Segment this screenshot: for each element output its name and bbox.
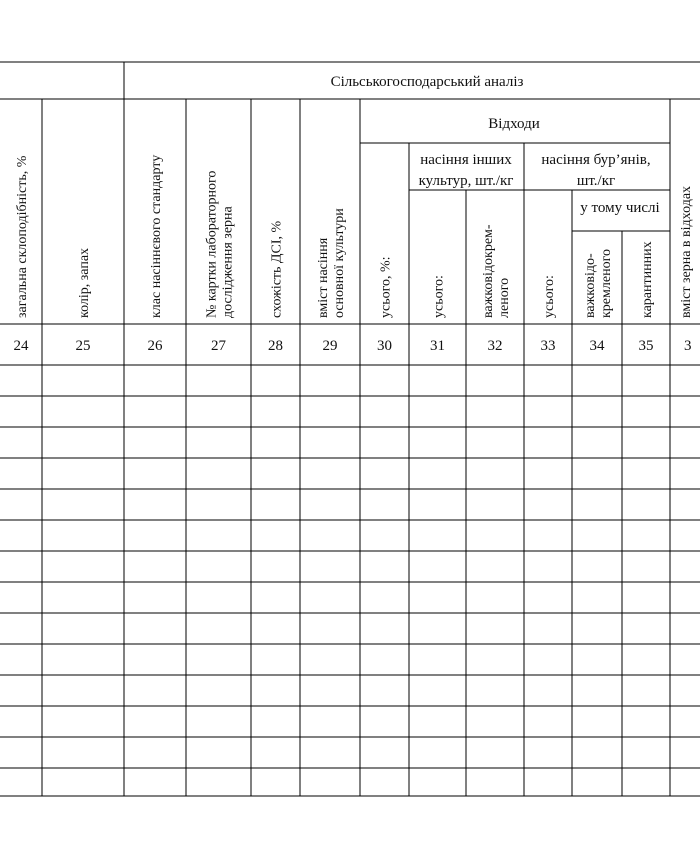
column-34-label-line1: важковідо- (583, 253, 598, 318)
column-25-label: колір, запах (77, 247, 92, 318)
column-number-26: 26 (147, 338, 163, 354)
column-28-label: схожість ДСІ, % (269, 220, 285, 318)
column-35-label: карантинних (640, 241, 655, 318)
column-number-29: 29 (322, 338, 338, 354)
column-24-label: загальна склоподібність, % (15, 155, 30, 318)
column-3-label: вміст зерна в відходах (679, 185, 694, 318)
column-27-label-line2: дослідження зерна (220, 206, 236, 318)
column-32-label-line2: леного (497, 277, 512, 318)
column-number-27: 27 (211, 338, 226, 354)
column-26-label: клас насіннєвого стандарту (149, 154, 164, 318)
group-header: Сільськогосподарський аналіз (330, 74, 524, 90)
column-30-label: усього, %: (378, 256, 394, 318)
column-number-24: 24 (13, 338, 29, 354)
column-number-34: 34 (589, 338, 605, 354)
column-number-31: 31 (430, 338, 445, 354)
column-number-35: 35 (638, 338, 654, 354)
waste-header: Відходи (488, 116, 540, 132)
other-crops-header-line2: культур, шт./кг (418, 173, 514, 189)
column-29-label-line2: основної культури (332, 208, 347, 318)
column-number-32: 32 (487, 338, 503, 354)
column-number-3: 3 (684, 338, 692, 354)
weeds-header-line1: насіння бур’янів, (541, 152, 651, 168)
column-number-25: 25 (75, 338, 91, 354)
column-27-label-line1: № картки лабораторного (204, 170, 220, 318)
column-32-label-line1: важковідокрем- (481, 224, 496, 318)
weeds-header-line2: шт./кг (576, 173, 616, 189)
column-number-30: 30 (377, 338, 392, 354)
column-number-28: 28 (268, 338, 283, 354)
column-34-label-line2: кремленого (599, 249, 614, 318)
column-29-label-line1: вміст насіння (316, 237, 331, 318)
including-header: у тому числі (580, 200, 660, 216)
column-33-label: усього: (542, 275, 557, 318)
column-number-33: 33 (540, 338, 556, 354)
other-crops-header-line1: насіння інших (420, 152, 512, 168)
column-31-label: усього: (431, 275, 447, 318)
